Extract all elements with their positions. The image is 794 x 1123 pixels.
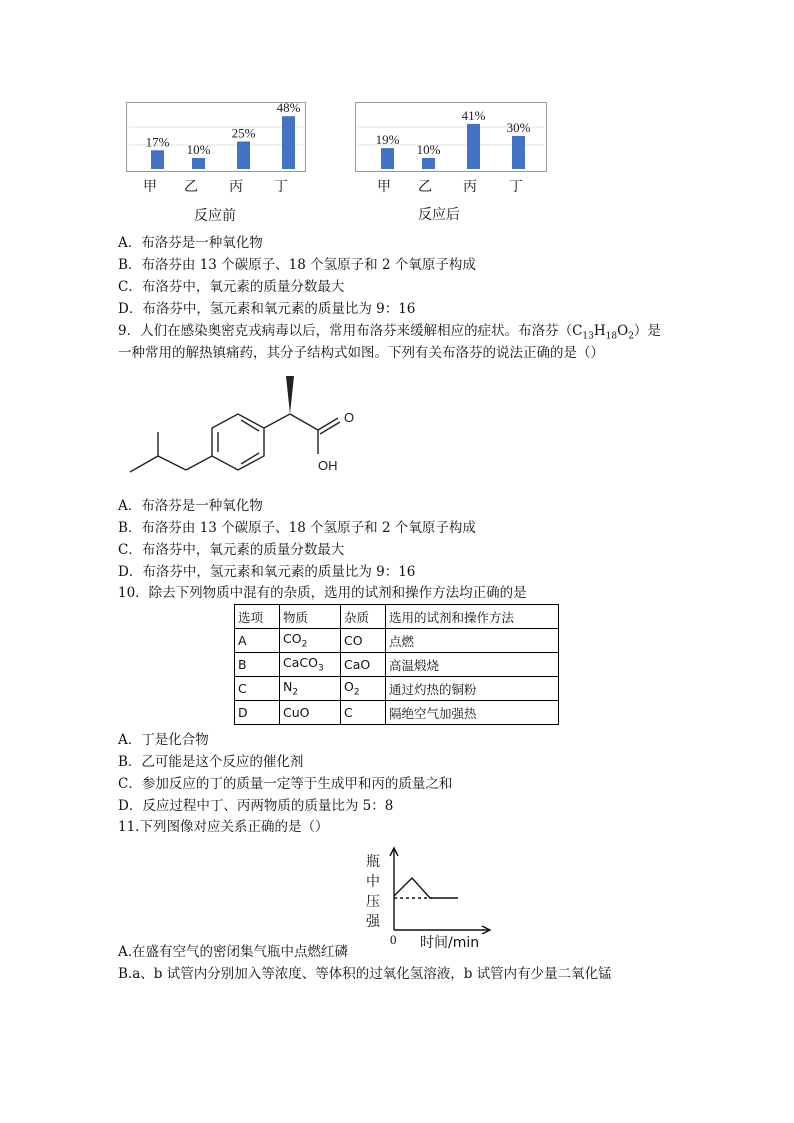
bar bbox=[381, 148, 394, 169]
molecule-bonds bbox=[130, 414, 340, 472]
table-cell: 高温煅烧 bbox=[386, 653, 559, 677]
question-10-stem: 10．除去下列物质中混有的杂质，选用的试剂和操作方法均正确的是 bbox=[118, 585, 527, 601]
q11-option-b: B.a、b 试管内分别加入等浓度、等体积的过氧化氢溶液，b 试管内有少量二氧化锰 bbox=[118, 966, 612, 982]
table-header-cell: 选项 bbox=[235, 605, 280, 629]
q9-sub: 18 bbox=[605, 331, 618, 342]
table-cell bbox=[280, 629, 341, 653]
category-label: 丁 bbox=[274, 179, 288, 195]
table-header-cell: 杂质 bbox=[341, 605, 386, 629]
question-9-stem-line1 bbox=[118, 322, 661, 347]
option-b: B．乙可能是这个反应的催化剂 bbox=[118, 754, 304, 770]
chart-caption-before: 反应前 bbox=[194, 208, 236, 224]
bar-chart-after-svg bbox=[356, 103, 546, 171]
formula-sub: 2 bbox=[292, 687, 299, 698]
bar bbox=[151, 150, 164, 169]
graph-origin-label: 0 bbox=[390, 932, 397, 947]
question-9-stem-line2: 一种常用的解热镇痛药，其分子结构式如图。下列有关布洛芬的说法正确的是（） bbox=[118, 345, 604, 361]
table-cell: A bbox=[235, 629, 280, 653]
chart-caption-after: 反应后 bbox=[418, 207, 460, 223]
bar-data-label: 30% bbox=[506, 120, 531, 135]
bar-chart-before-categories bbox=[126, 176, 304, 196]
bar bbox=[512, 136, 525, 169]
formula: N bbox=[283, 679, 293, 695]
formula: CaCO bbox=[283, 655, 318, 671]
table-cell bbox=[280, 677, 341, 701]
option-c: C．布洛芬中，氧元素的质量分数最大 bbox=[118, 279, 345, 295]
bar-data-label: 48% bbox=[276, 103, 301, 116]
table-cell bbox=[341, 629, 386, 653]
bar-data-label: 19% bbox=[375, 132, 400, 148]
bar bbox=[467, 124, 480, 169]
pressure-curve bbox=[394, 878, 458, 898]
category-label: 丙 bbox=[229, 179, 243, 195]
wedge-bond bbox=[286, 376, 294, 414]
q9-sub: 2 bbox=[628, 331, 634, 342]
bar-data-label: 10% bbox=[416, 142, 441, 157]
category-label: 乙 bbox=[184, 179, 198, 195]
q9-text: O bbox=[617, 323, 629, 339]
q9-text: 9．人们在感染奥密克戎病毒以后，常用布洛芬来缓解相应的症状。布洛芬（C bbox=[118, 323, 583, 339]
table-row bbox=[235, 701, 559, 725]
bar-data-label: 17% bbox=[145, 134, 170, 150]
option-b: B．布洛芬由 13 个碳原子、18 个氢原子和 2 个氧原子构成 bbox=[118, 257, 476, 273]
ylabel-char: 压 bbox=[366, 894, 380, 910]
table-cell bbox=[341, 653, 386, 677]
bar-chart-before-svg bbox=[127, 103, 305, 171]
table-cell: 隔绝空气加强热 bbox=[386, 701, 559, 725]
bar-chart-after-categories bbox=[355, 176, 545, 196]
option-d: D．反应过程中丁、丙两物质的质量比为 5：8 bbox=[118, 798, 394, 814]
category-label: 甲 bbox=[377, 179, 391, 195]
option-d: D．布洛芬中，氢元素和氧元素的质量比为 9：16 bbox=[118, 301, 416, 317]
bar bbox=[422, 158, 435, 169]
option-b: B．布洛芬由 13 个碳原子、18 个氢原子和 2 个氧原子构成 bbox=[118, 520, 476, 536]
formula: CuO bbox=[283, 705, 310, 720]
table-row bbox=[235, 653, 559, 677]
category-label: 丁 bbox=[509, 179, 523, 195]
table-cell: B bbox=[235, 653, 280, 677]
q9-text: H bbox=[593, 323, 606, 339]
bar-data-label: 41% bbox=[461, 107, 486, 123]
formula: C bbox=[344, 705, 353, 720]
formula-sub: 3 bbox=[317, 663, 324, 674]
formula-sub: 2 bbox=[353, 687, 360, 698]
table-row bbox=[235, 629, 559, 653]
bar-data-label: 10% bbox=[186, 142, 211, 157]
formula: CaO bbox=[344, 657, 371, 672]
bar-chart-after bbox=[355, 102, 547, 172]
table-cell: 点燃 bbox=[386, 629, 559, 653]
table-cell: 通过灼热的铜粉 bbox=[386, 677, 559, 701]
pressure-time-graph bbox=[384, 844, 494, 934]
hydroxyl-label: OH bbox=[318, 458, 338, 473]
table-header-cell: 选用的试剂和操作方法 bbox=[386, 605, 559, 629]
table-header-row bbox=[235, 605, 559, 629]
bar-data-label: 25% bbox=[231, 125, 256, 141]
bar-chart-before bbox=[126, 102, 306, 172]
table-cell bbox=[280, 701, 341, 725]
q9-sub: 13 bbox=[582, 331, 594, 342]
ylabel-char: 强 bbox=[366, 914, 380, 930]
option-c: C．参加反应的丁的质量一定等于生成甲和丙的质量之和 bbox=[118, 776, 453, 792]
option-a: A．布洛芬是一种氧化物 bbox=[118, 498, 263, 514]
table-row bbox=[235, 677, 559, 701]
table-cell bbox=[341, 701, 386, 725]
option-a: A．布洛芬是一种氧化物 bbox=[118, 235, 263, 251]
bar bbox=[282, 116, 295, 169]
option-a: A．丁是化合物 bbox=[118, 732, 209, 748]
carbonyl-oxygen-label: O bbox=[344, 410, 355, 425]
ibuprofen-structure-diagram bbox=[120, 370, 370, 490]
question-11-stem: 11.下列图像对应关系正确的是（） bbox=[118, 819, 329, 835]
q9-text: ）是 bbox=[633, 323, 661, 339]
bar bbox=[192, 158, 205, 169]
table-cell: D bbox=[235, 701, 280, 725]
q11-option-a: A.在盛有空气的密闭集气瓶中点燃红磷 bbox=[118, 944, 349, 960]
impurity-removal-table bbox=[234, 604, 559, 725]
formula: CO bbox=[283, 631, 302, 647]
category-label: 甲 bbox=[143, 179, 157, 195]
graph-xlabel: 时间/min bbox=[420, 935, 480, 951]
table-cell: C bbox=[235, 677, 280, 701]
formula: CO bbox=[344, 633, 363, 648]
option-c: C．布洛芬中，氧元素的质量分数最大 bbox=[118, 542, 345, 558]
category-label: 丙 bbox=[463, 179, 477, 195]
table-cell bbox=[280, 653, 341, 677]
formula: O bbox=[344, 679, 354, 695]
table-cell bbox=[341, 677, 386, 701]
category-label: 乙 bbox=[418, 179, 432, 195]
table-header-cell: 物质 bbox=[280, 605, 341, 629]
ylabel-char: 瓶 bbox=[366, 854, 380, 870]
ylabel-char: 中 bbox=[366, 874, 380, 890]
formula-sub: 2 bbox=[301, 639, 308, 650]
option-d: D．布洛芬中，氢元素和氧元素的质量比为 9：16 bbox=[118, 564, 416, 580]
pressure-ylabel bbox=[366, 852, 384, 932]
bar bbox=[237, 142, 250, 170]
